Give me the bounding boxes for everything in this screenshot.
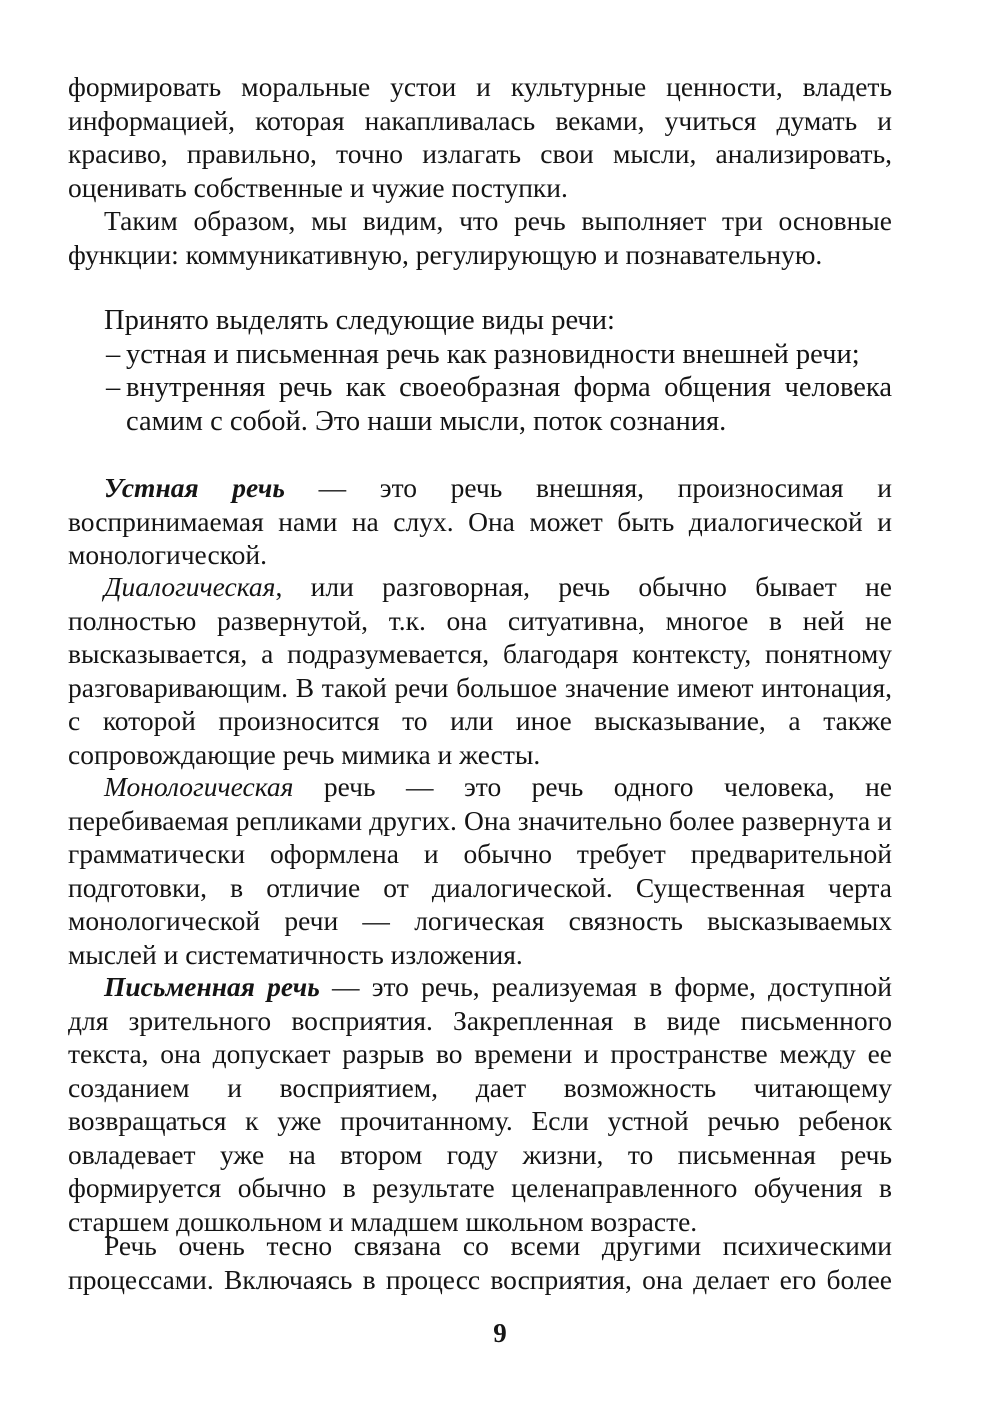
paragraph-functions: [68, 204, 892, 271]
paragraph-last: [68, 1229, 892, 1296]
paragraph-text: [68, 570, 892, 771]
definition-text: — это речь, реализуемая в форме, доступной для зрительного восприятия. Закрепленная в виде письменного текста, она допускает разрыв во времени и пространстве между ее созданием и восприятием, дает возможность читающему возвращаться к уже прочитанному. Если устной речью ребенок овладевает уже на втором году жизни, то письменная речь формируется обычно в результате целенаправленного обучения в старшем дошкольном и младшем школьном возрасте.: [68, 971, 892, 1237]
paragraph-continuation: [68, 70, 892, 204]
paragraph-text: [68, 471, 892, 572]
term-written-speech: Письменная речь: [104, 971, 320, 1002]
definition-text: — это речь внешняя, произносимая и воспринимаемая нами на слух. Она может быть диалогической и монологической.: [68, 472, 892, 570]
list-item: [68, 371, 892, 438]
paragraph-text: Речь очень тесно связана со всеми другими психическими процессами. Включаясь в процесс восприятия, она делает его более: [68, 1230, 892, 1295]
term-oral-speech: Устная речь: [104, 472, 285, 503]
paragraph-text: Таким образом, мы видим, что речь выполняет три основные функции: коммуникативную, регулирующую и познавательную.: [68, 205, 892, 270]
definition-text: речь — это речь одного человека, не перебиваемая репликами других. Она значительно более развернута и грамматически оформлена и обычно требует предварительной подготовки, в отличие от диалогической. Существенная черта монологической речи — логическая связность высказываемых мыслей и систематичность изложения.: [68, 771, 892, 970]
paragraph-text: [68, 770, 892, 971]
speech-types-list: [68, 338, 892, 439]
speech-types-section: [68, 304, 892, 438]
paragraph-dialogic-speech: [68, 570, 892, 771]
list-item-text: внутренняя речь как своеобразная форма общения человека самим с собой. Это наши мысли, поток сознания.: [126, 372, 892, 437]
term-monologic: Монологическая: [104, 771, 294, 802]
list-intro: Принято выделять следующие виды речи:: [104, 305, 615, 336]
paragraph-text: [68, 970, 892, 1238]
paragraph-text: формировать моральные устои и культурные ценности, владеть информацией, которая накапливалась веками, учиться думать и красиво, правильно, точно излагать свои мысли, анализировать, оценивать собственные и чужие поступки.: [68, 71, 892, 203]
list-item: [68, 338, 892, 372]
paragraph-oral-speech: [68, 471, 892, 572]
definition-text: , или разговорная, речь обычно бывает не полностью развернутой, т.к. она ситуативна, многое в ней не высказывается, а подразумевается, благодаря контексту, понятному разговаривающим. В такой речи большое значение имеют интонация, с которой произносится то или иное высказывание, а также сопровождающие речь мимика и жесты.: [68, 571, 892, 770]
term-dialogic: Диалогическая: [104, 571, 276, 602]
page-number: 9: [493, 1318, 507, 1348]
list-item-text: устная и письменная речь как разновидности внешней речи;: [126, 338, 860, 370]
paragraph-monologic-speech: [68, 770, 892, 971]
dash-marker: –: [106, 372, 121, 403]
paragraph-written-speech: [68, 970, 892, 1238]
dash-marker: –: [106, 338, 121, 370]
